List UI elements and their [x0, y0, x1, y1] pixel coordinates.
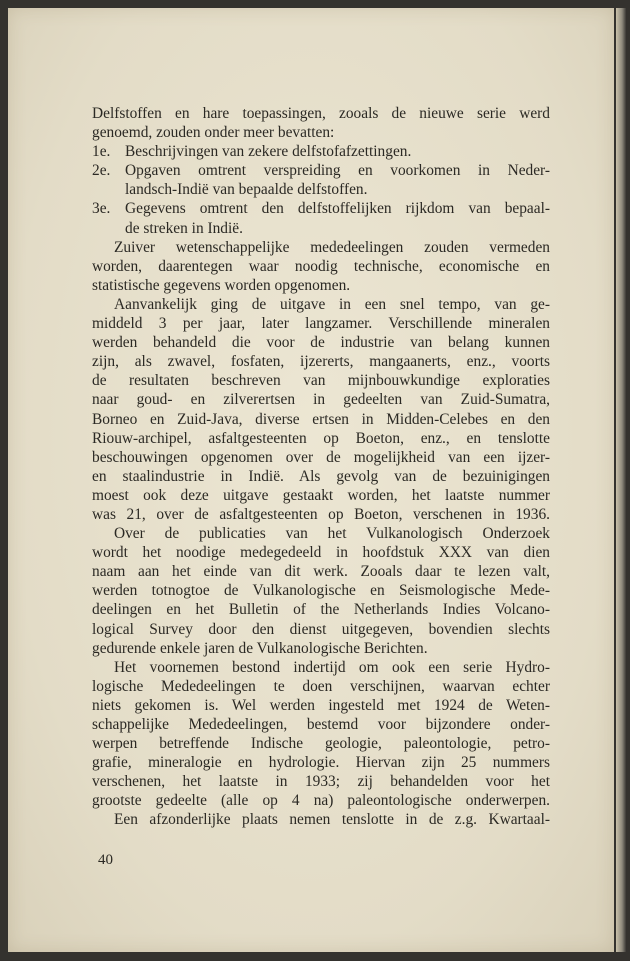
list-item — [92, 142, 550, 161]
list-item-text: Gegevens omtrent den delfstoffelijken rijkdom van bepaal- — [125, 200, 550, 218]
list-item-continuation: landsch-Indië van bepaalde delfstoffen. — [125, 181, 368, 199]
paragraph-start: Zuiver wetenschappelijke mededeelingen zouden vermeden — [114, 238, 550, 256]
text-line: verschenen, het laatste in 1933; zij behandelden voor het — [92, 773, 550, 791]
text-line: logische Mededeelingen te doen verschijnen, waarvan echter — [92, 677, 550, 695]
text-line: Riouw-archipel, asfaltgesteenten op Boeton, enz., en tenslotte — [92, 429, 550, 447]
text-line: werpen betreffende Indische geologie, paleontologie, petro- — [92, 735, 550, 753]
text-line: gedurende enkele jaren de Vulkanologische Berichten. — [92, 639, 428, 657]
text-line: Borneo en Zuid-Java, diverse ertsen in Midden-Celebes en den — [92, 410, 550, 428]
list-item-text: Opgaven omtrent verspreiding en voorkomen in Neder- — [125, 162, 550, 180]
text-line: middeld 3 per jaar, later langzamer. Verschillende mineralen — [92, 315, 550, 333]
list-item — [92, 199, 550, 218]
page-number: 40 — [98, 852, 113, 868]
paragraph-start: Het voornemen bestond indertijd om ook een serie Hydro- — [114, 658, 550, 676]
paragraph-start: Een afzonderlijke plaats nemen tenslotte in de z.g. Kwartaal- — [114, 811, 550, 829]
text-line: logical Survey door den dienst uitgegeven, bovendien slechts — [92, 620, 550, 638]
paragraph-start: Aanvankelijk ging de uitgave in een snel tempo, van ge- — [114, 295, 550, 313]
text-line: naar goud- en zilverertsen in gedeelten van Zuid-Sumatra, — [92, 391, 550, 409]
text-line: worden, daarentegen waar noodig technische, economische en — [92, 257, 550, 275]
text-line: naam aan het einde van dit werk. Zooals daar te lezen valt, — [92, 563, 550, 581]
text-line: genoemd, zouden onder meer bevatten: — [92, 124, 335, 142]
page-edge — [616, 8, 626, 952]
text-line: beschouwingen opgenomen over de mogelijkheid van een ijzer- — [92, 448, 550, 466]
text-line: schappelijke Mededeelingen, bestemd voor bijzondere onder- — [92, 716, 550, 733]
list-item-continuation: de streken in Indië. — [125, 219, 243, 237]
text-line: wordt het noodige medegedeeld in hoofdstuk XXX van dien — [92, 544, 550, 562]
list-number: 3e. — [92, 200, 111, 218]
list-item-text: Beschrijvingen van zekere delfstofafzettingen. — [125, 143, 412, 161]
paragraph-start: Over de publicaties van het Vulkanologisch Onderzoek — [114, 525, 550, 543]
text-line: Delfstoffen en hare toepassingen, zooals de nieuwe serie werd — [92, 105, 550, 122]
text-line: werden behandeld die voor de industrie van belang kunnen — [92, 334, 550, 352]
text-line: en staalindustrie in Indië. Als gevolg van de bezuinigingen — [92, 467, 550, 485]
text-line: werden totnogtoe de Vulkanologische en Seismologische Mede- — [92, 582, 550, 600]
text-line: deelingen en het Bulletin of the Netherlands Indies Volcano- — [92, 601, 550, 619]
list-item — [92, 161, 550, 180]
text-line: niets gekomen is. Wel werden ingesteld met 1924 de Weten- — [92, 696, 550, 714]
text-line: statistische gegevens worden opgenomen. — [92, 276, 351, 294]
list-number: 2e. — [92, 162, 111, 180]
text-line: zijn, als zwavel, fosfaten, ijzererts, mangaanerts, enz., voorts — [92, 353, 550, 371]
text-line: moest ook deze uitgave gestaakt worden, het laatste nummer — [92, 486, 550, 504]
text-line: grootste gedeelte (alle op 4 na) paleontologische onderwerpen. — [92, 792, 550, 810]
text-line: de resultaten beschreven van mijnbouwkundige exploraties — [92, 372, 550, 390]
text-line: grafie, mineralogie en hydrologie. Hiervan zijn 25 nummers — [92, 754, 550, 772]
body-text — [92, 104, 550, 830]
list-number: 1e. — [92, 143, 111, 161]
text-line: was 21, over de asfaltgesteenten op Boeton, verschenen in 1936. — [92, 505, 550, 523]
